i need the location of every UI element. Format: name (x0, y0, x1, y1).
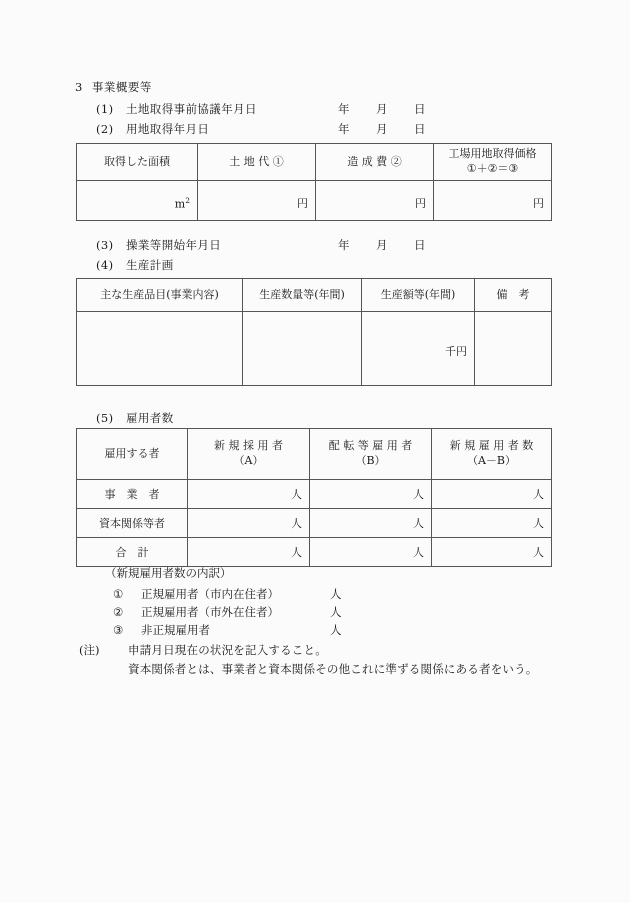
land-acquisition-table (76, 143, 552, 221)
cell-area-value[interactable] (77, 181, 198, 221)
col-header-transferred-main: 配 転 等 雇 用 者 (328, 439, 413, 453)
section-heading (75, 79, 152, 95)
col-header-new-hires (188, 429, 310, 480)
item-3-label: 操業等開始年月日 (126, 238, 222, 252)
cell-development-cost-value[interactable] (316, 181, 434, 221)
breakdown-item-3-number: ③ (113, 623, 124, 637)
item-2 (96, 121, 209, 137)
item-1-index: (1) (96, 102, 114, 116)
year-label: 年 (338, 238, 350, 252)
cell-total-transferred[interactable]: 人 (310, 538, 432, 567)
table-header-row (77, 429, 552, 480)
cell-total-net-new[interactable]: 人 (432, 538, 552, 567)
note-line-1: 申請月日現在の状況を記入すること。 (128, 643, 327, 657)
row-label-capital-related: 資本関係等者 (77, 509, 188, 538)
row-label-total: 合 計 (77, 538, 188, 567)
section-number: 3 (75, 80, 83, 94)
cell-product-items-value[interactable] (77, 312, 243, 386)
breakdown-item-2-label: 正規雇用者（市外在住者） (141, 605, 279, 619)
month-label: 月 (376, 122, 388, 136)
col-header-total-price (434, 144, 552, 181)
table-header-row (77, 144, 552, 181)
unit-yen: 円 (533, 197, 544, 210)
item-2-date-fields (338, 121, 452, 137)
cell-total-new-hires[interactable]: 人 (188, 538, 310, 567)
note-label: (注) (79, 643, 100, 657)
col-header-production-quantity: 生産数量等(年間) (243, 279, 362, 312)
item-4 (96, 257, 174, 273)
item-2-label: 用地取得年月日 (126, 122, 210, 136)
cell-land-price-value[interactable] (198, 181, 316, 221)
table-row (77, 480, 552, 509)
item-1-date-fields (338, 101, 452, 117)
day-label: 日 (414, 238, 426, 252)
breakdown-title: （新規雇用者数の内訳） (105, 566, 232, 580)
breakdown-item-2 (113, 604, 279, 620)
unit-yen: 円 (415, 197, 426, 210)
cell-remarks-value[interactable] (475, 312, 552, 386)
col-header-total-price-formula: ①＋②＝③ (466, 162, 519, 175)
cell-production-value-value[interactable] (362, 312, 475, 386)
cell-total-price-value[interactable] (434, 181, 552, 221)
cell-business-operator-net-new[interactable]: 人 (432, 480, 552, 509)
col-header-product-items: 主な生産品目(事業内容) (77, 279, 243, 312)
col-header-transferred (310, 429, 432, 480)
cell-production-quantity-value[interactable] (243, 312, 362, 386)
unit-yen: 円 (297, 197, 308, 210)
item-3-index: (3) (96, 238, 114, 252)
item-1 (96, 101, 257, 117)
item-5 (96, 410, 174, 426)
cell-business-operator-new-hires[interactable]: 人 (188, 480, 310, 509)
col-header-new-hires-sub: （A） (233, 454, 264, 467)
col-header-production-value: 生産額等(年間) (362, 279, 475, 312)
item-1-label: 土地取得事前協議年月日 (126, 102, 257, 116)
day-label: 日 (414, 122, 426, 136)
cell-capital-related-net-new[interactable]: 人 (432, 509, 552, 538)
table-header-row (77, 279, 552, 312)
year-label: 年 (338, 102, 350, 116)
breakdown-item-1-number: ① (113, 587, 124, 601)
breakdown-item-1-label: 正規雇用者（市内在住者） (141, 587, 279, 601)
col-header-employer: 雇用する者 (77, 429, 188, 480)
note-line-2: 資本関係者とは、事業者と資本関係その他これに準ずる関係にある者をいう。 (128, 662, 538, 676)
production-plan-table (76, 278, 552, 386)
month-label: 月 (376, 238, 388, 252)
section-title: 事業概要等 (91, 80, 152, 94)
col-header-land-price: 土 地 代 ① (198, 144, 316, 181)
breakdown-item-1-unit: 人 (330, 587, 342, 601)
year-label: 年 (338, 122, 350, 136)
table-row (77, 538, 552, 567)
breakdown-item-3-label: 非正規雇用者 (141, 623, 210, 637)
col-header-net-new-sub: （A－B） (466, 454, 517, 467)
breakdown-item-2-number: ② (113, 605, 124, 619)
breakdown-item-1 (113, 586, 279, 602)
employee-count-table (76, 428, 552, 567)
unit-thousand-yen: 千円 (445, 345, 467, 358)
item-5-label: 雇用者数 (126, 411, 174, 425)
cell-business-operator-transferred[interactable]: 人 (310, 480, 432, 509)
item-3 (96, 237, 221, 253)
item-2-index: (2) (96, 122, 114, 136)
table-value-row (77, 312, 552, 386)
breakdown-item-2-unit: 人 (330, 605, 342, 619)
breakdown-item-3-unit: 人 (330, 623, 342, 637)
item-4-label: 生産計画 (126, 258, 174, 272)
unit-square-meter: m (174, 197, 186, 211)
table-value-row (77, 181, 552, 221)
col-header-development-cost: 造 成 費 ② (316, 144, 434, 181)
item-5-index: (5) (96, 411, 114, 425)
unit-square-meter-exponent: 2 (185, 195, 190, 205)
cell-capital-related-transferred[interactable]: 人 (310, 509, 432, 538)
item-4-index: (4) (96, 258, 114, 272)
month-label: 月 (376, 102, 388, 116)
col-header-net-new-main: 新 規 雇 用 者 数 (449, 439, 534, 453)
cell-capital-related-new-hires[interactable]: 人 (188, 509, 310, 538)
day-label: 日 (414, 102, 426, 116)
item-3-date-fields (338, 237, 452, 253)
table-row (77, 509, 552, 538)
breakdown-item-3 (113, 622, 210, 638)
col-header-remarks: 備 考 (475, 279, 552, 312)
row-label-business-operator: 事 業 者 (77, 480, 188, 509)
col-header-new-hires-main: 新 規 採 用 者 (214, 439, 283, 453)
col-header-area: 取得した面積 (77, 144, 198, 181)
col-header-transferred-sub: （B） (355, 454, 386, 467)
col-header-total-price-main: 工場用地取得価格 (448, 147, 537, 161)
col-header-net-new (432, 429, 552, 480)
